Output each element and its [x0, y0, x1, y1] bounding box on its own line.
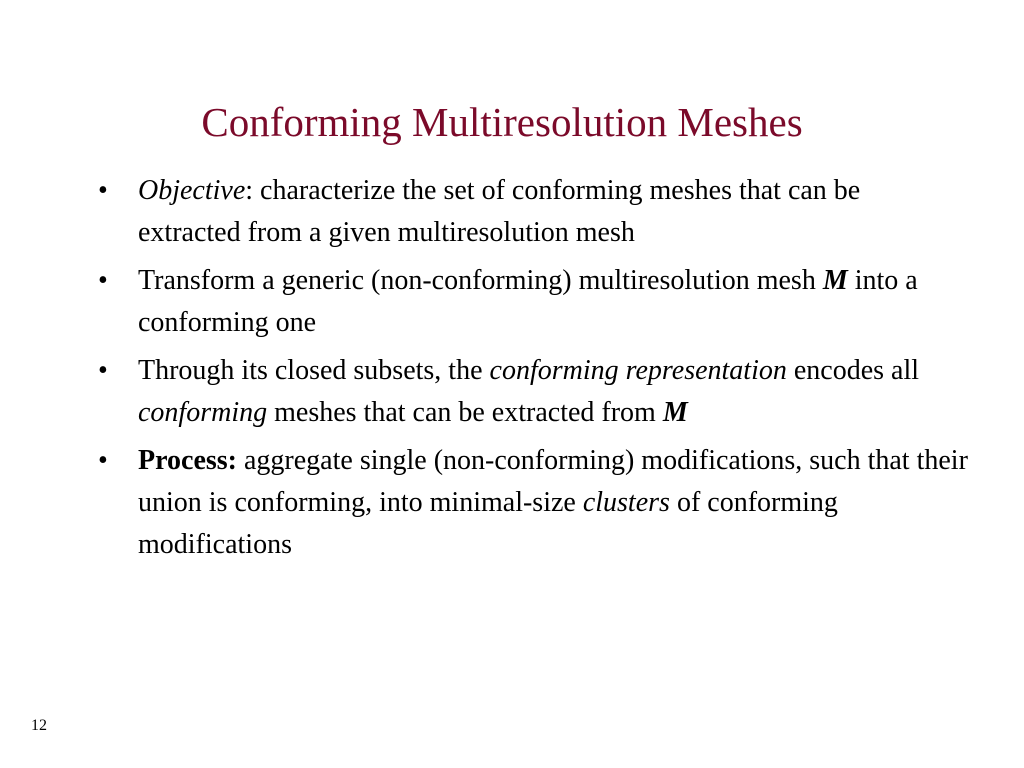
slide-title: Conforming Multiresolution Meshes: [201, 99, 803, 145]
bullet-segment: Through its closed subsets, the: [138, 355, 490, 386]
bullet-segment: encodes all: [786, 355, 920, 386]
bullet-marker: •: [98, 175, 108, 206]
bullet-text: [138, 175, 860, 248]
bullet-text: [138, 445, 968, 560]
bullet-marker: •: [98, 355, 108, 386]
bullet-item: [98, 260, 968, 344]
bullet-item: [98, 170, 968, 254]
bullet-segment: Transform a generic (non-conforming) multiresolution mesh: [138, 265, 823, 296]
bullet-segment: aggregate single (non-conforming) modifications, such that their union is conforming, into minimal-size: [138, 445, 968, 518]
bullet-segment: conforming representation: [489, 355, 787, 386]
bullet-segment: conforming: [138, 397, 268, 428]
bullet-segment: clusters: [582, 487, 670, 518]
bullet-segment: into a conforming one: [138, 265, 918, 338]
bullet-segment: Objective: [138, 175, 246, 206]
bullet-item: [98, 440, 968, 566]
bullet-segment: : characterize the set of conforming meshes that can be extracted from a given multiresolution mesh: [138, 175, 861, 248]
bullet-segment: M: [822, 265, 848, 296]
bullet-text: [138, 355, 919, 428]
bullet-marker: •: [98, 445, 108, 476]
bullet-text: [138, 265, 918, 338]
bullet-list: [98, 170, 968, 572]
bullet-segment: Process:: [138, 445, 237, 476]
bullet-segment: meshes that can be extracted from: [267, 397, 663, 428]
bullet-marker: •: [98, 265, 108, 296]
page-number: 12: [31, 717, 47, 734]
bullet-segment: M: [662, 397, 688, 428]
bullet-segment: of conforming modifications: [138, 487, 838, 560]
bullet-item: [98, 350, 968, 434]
